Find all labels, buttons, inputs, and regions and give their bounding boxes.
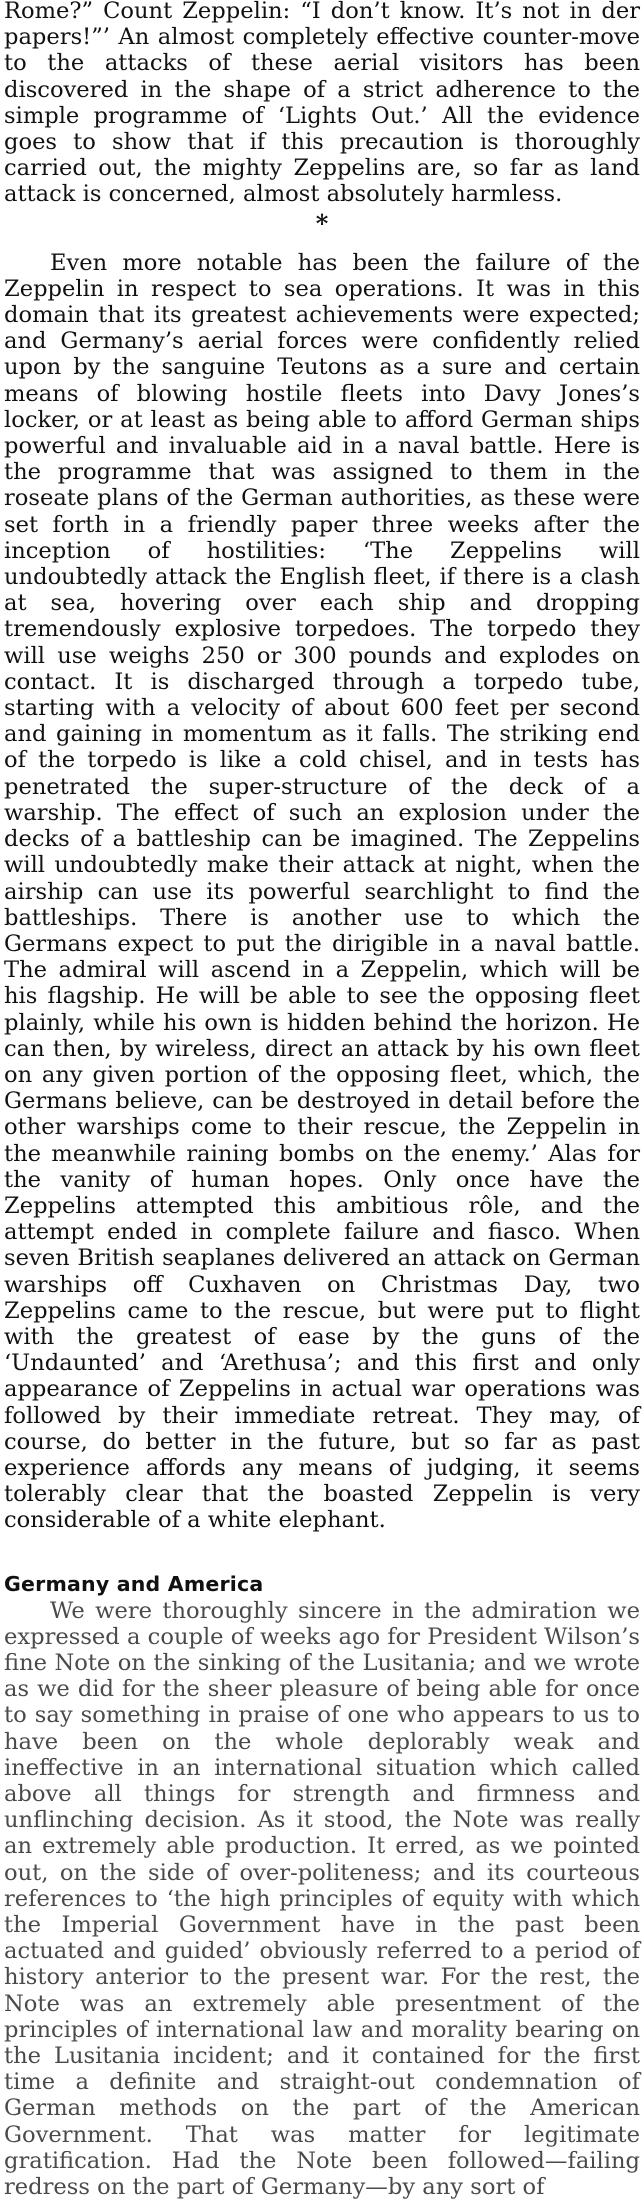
section-separator-asterisk: * [315, 208, 329, 238]
germany-america-paragraph: We were thoroughly sincere in the admiration we expressed a couple of weeks ago for President Wilson’s fine Note on the sinking of the Lusitania; and we wrote as we did for the sheer pleasure of being able for once to say something in praise of one who appears to us to have been on the whole deplorably weak and ineffective in an international situation which called above all things for strength and firmness and unflinching decision. As it stood, the Note was really an extremely able production. It erred, as we pointed out, on the side of over-politeness; and its courteous references to ‘the high principles of equity with which the Imperial Government have in the past been actuated and guided’ obviously referred to a period of history anterior to the present war. For the rest, the Note was an extremely able presentment of the principles of international law and morality bearing on the Lusitania incident; and it contained for the first time a definite and straight-out condemnation of German methods on the part of the American Government. That was matter for legitimate gratification. Had the Note been followed—failing redress on the part of Germany—by any sort of [4, 1597, 640, 2200]
section-heading-germany-and-america: Germany and America [4, 1571, 264, 1596]
opening-paragraph: Rome?” Count Zeppelin: “I don’t know. It’s not in der papers!”’ An almost completely effective counter-move to the attacks of these aerial visitors has been discovered in the shape of a strict adherence to the simple programme of ‘Lights Out.’ All the evidence goes to show that if this precaution is thoroughly carried out, the mighty Zeppelins are, so far as land attack is concerned, almost absolutely harmless. [4, 0, 640, 208]
zeppelin-sea-operations-paragraph: Even more notable has been the failure of the Zeppelin in respect to sea operations. It was in this domain that its greatest achievements were expected; and Germany’s aerial forces were confidently relied upon by the sanguine Teutons as a sure and certain means of blowing hostile fleets into Davy Jones’s locker, or at least as being able to afford German ships powerful and invaluable aid in a naval battle. Here is the programme that was assigned to them in the roseate plans of the German authorities, as these were set forth in a friendly paper three weeks after the inception of hostilities: ‘The Zeppelins will undoubtedly attack the English fleet, if there is a clash at sea, hovering over each ship and dropping tremendously explosive torpedoes. The torpedo they will use weighs 250 or 300 pounds and explodes on contact. It is discharged through a torpedo tube, starting with a velocity of about 600 feet per second and gaining in momentum as it falls. The striking end of the torpedo is like a cold chisel, and in tests has penetrated the super-structure of the deck of a warship. The effect of such an explosion under the decks of a battleship can be imagined. The Zeppelins will undoubtedly make their attack at night, when the airship can use its powerful searchlight to find the battleships. There is another use to which the Germans expect to put the dirigible in a naval battle. The admiral will ascend in a Zeppelin, which will be his flagship. He will be able to see the opposing fleet plainly, while his own is hidden behind the horizon. He can then, by wireless, direct an attack by his own fleet on any given portion of the opposing fleet, which, the Germans believe, can be destroyed in detail before the other warships come to their rescue, the Zeppelin in the meanwhile raining bombs on the enemy.’ Alas for the vanity of human hopes. Only once have the Zeppelins attempted this ambitious rôle, and the attempt ended in complete failure and fiasco. When seven British seaplanes delivered an attack on German warships off Cuxhaven on Christmas Day, two Zeppelins came to the rescue, but were put to flight with the greatest of ease by the guns of the ‘Undaunted’ and ‘Arethusa’; and this first and only appearance of Zeppelins in actual war operations was followed by their immediate retreat. They may, of course, do better in the future, but so far as past experience affords any means of judging, it seems tolerably clear that the boasted Zeppelin is very considerable of a white elephant. [4, 249, 640, 1534]
